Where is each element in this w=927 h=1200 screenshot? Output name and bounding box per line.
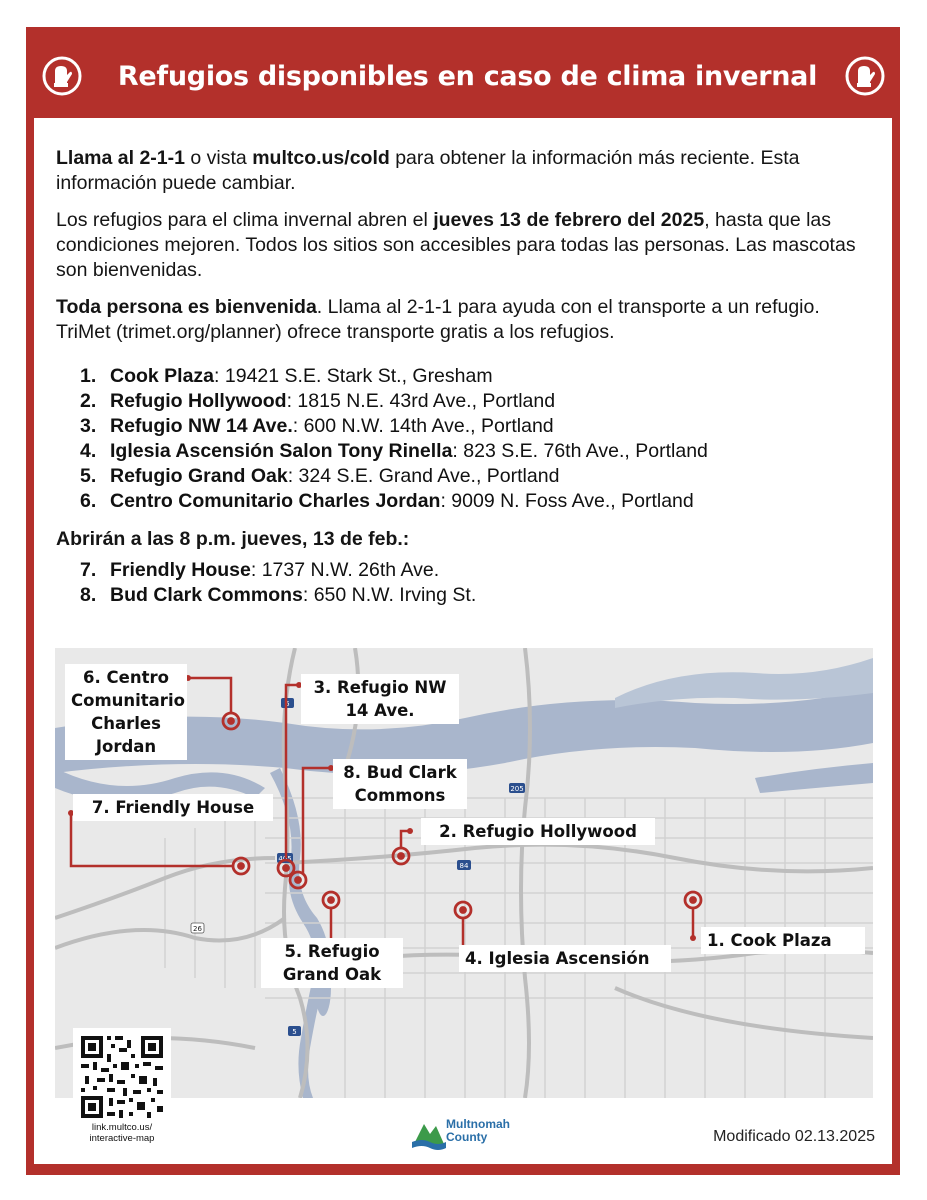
list-item: 1. Cook Plaza: 19421 S.E. Stark St., Gresham: [80, 365, 493, 387]
marker-1[interactable]: [685, 892, 701, 908]
label-friendly-house[interactable]: 7. Friendly House: [73, 794, 273, 821]
label-charles-jordan[interactable]: 6. Centro Comunitario Charles Jordan: [65, 664, 187, 760]
list-item: 8. Bud Clark Commons: 650 N.W. Irving St.: [80, 584, 477, 606]
page-title: Refugios disponibles en caso de clima invernal: [117, 61, 818, 92]
mitten-icon: [41, 55, 83, 97]
list-item: 2. Refugio Hollywood: 1815 N.E. 43rd Ave., Portland: [80, 390, 556, 412]
shield-label: 5: [292, 1028, 297, 1036]
mitten-icon: [844, 55, 886, 97]
shield-label: 5: [285, 700, 290, 708]
welcome-paragraph: Toda persona es bienvenida. Llama al 2-1-1 para ayuda con el transporte a un refugio. TriMet (trimet.org/planner) ofrece transporte gratis a los refugios.: [56, 296, 820, 343]
shelter-map[interactable]: [55, 648, 873, 1098]
later-heading: Abrirán a las 8 p.m. jueves, 13 de feb.:: [56, 528, 410, 550]
shield-label: 205: [510, 785, 524, 793]
shield-label: 405: [278, 855, 292, 863]
later-shelter-list: [80, 558, 870, 608]
qr-code-icon: [73, 1028, 171, 1126]
label-refugio-nw[interactable]: 3. Refugio NW 14 Ave.: [301, 674, 459, 724]
shelter-list: [80, 364, 870, 514]
opening-paragraph: Los refugios para el clima invernal abren el jueves 13 de febrero del 2025, hasta que las condiciones mejoren. Todos los sitios son accesibles para todas las personas. Las mascotas son bienvenidas.: [56, 209, 856, 281]
qr-caption: link.multco.us/ interactive-map: [89, 1122, 155, 1144]
shield-label: 26: [193, 925, 202, 933]
label-refugio-hollywood[interactable]: 2. Refugio Hollywood: [421, 818, 655, 845]
modified-date: Modificado 02.13.2025: [713, 1128, 875, 1145]
cold-link[interactable]: multco.us/cold: [252, 147, 390, 169]
river-channel: [755, 763, 873, 793]
shield-label: 84: [459, 862, 469, 870]
label-iglesia-ascension[interactable]: 4. Iglesia Ascensión: [459, 945, 671, 972]
marker-5[interactable]: [323, 892, 339, 908]
list-item: 6. Centro Comunitario Charles Jordan: 9009 N. Foss Ave., Portland: [80, 490, 694, 512]
list-item: 3. Refugio NW 14 Ave.: 600 N.W. 14th Ave., Portland: [80, 415, 554, 437]
list-item: 7. Friendly House: 1737 N.W. 26th Ave.: [80, 559, 440, 581]
marker-4[interactable]: [455, 902, 471, 918]
logo-text: Multnomah County: [446, 1117, 510, 1144]
intro-paragraph: Llama al 2-1-1 o vista multco.us/cold para obtener la información más reciente. Esta información puede cambiar.: [56, 147, 800, 194]
label-grand-oak[interactable]: 5. Refugio Grand Oak: [261, 938, 403, 988]
list-item: 4. Iglesia Ascensión Salon Tony Rinella: 823 S.E. 76th Ave., Portland: [80, 440, 708, 462]
label-bud-clark[interactable]: 8. Bud Clark Commons: [333, 759, 467, 809]
list-item: 5. Refugio Grand Oak: 324 S.E. Grand Ave., Portland: [80, 465, 560, 487]
label-cook-plaza[interactable]: 1. Cook Plaza: [701, 927, 865, 954]
